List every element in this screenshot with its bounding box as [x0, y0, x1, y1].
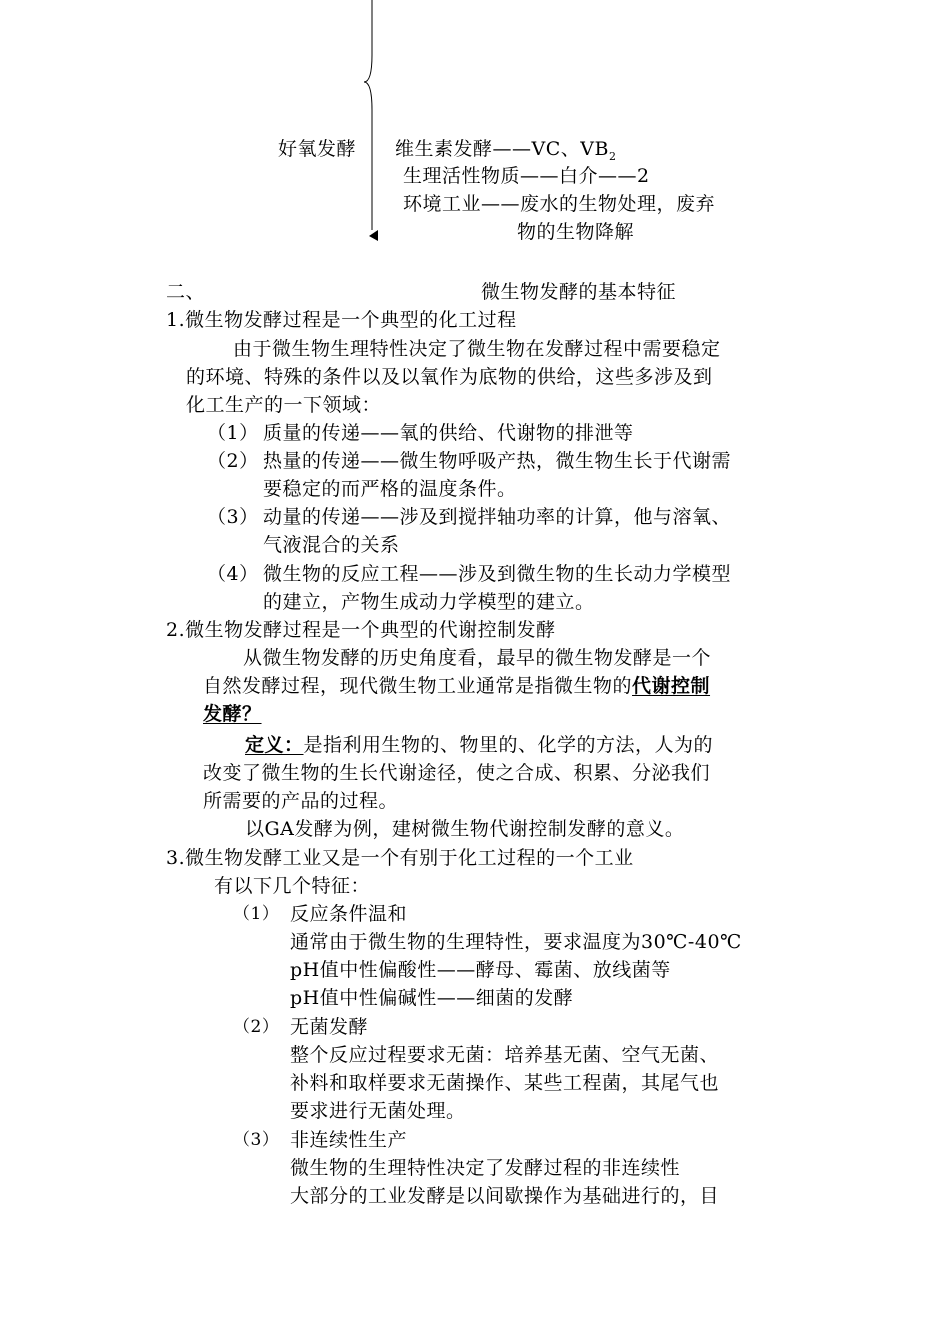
diagram-branch-3: 环境工业——废水的生物处理，废弃 — [403, 193, 716, 215]
item1-list-text-1: 质量的传递——氧的供给、代谢物的排泄等 — [263, 422, 634, 444]
item3-list-1-line3: pH值中性偏碱性——细菌的发酵 — [290, 987, 574, 1009]
item1-heading: 1.微生物发酵过程是一个典型的化工过程 — [166, 309, 517, 331]
diagram-branch-2: 生理活性物质——白介——2 — [403, 165, 650, 187]
item3-list-3-line1: 微生物的生理特性决定了发酵过程的非连续性 — [290, 1157, 681, 1179]
item3-list-title-3: 非连续性生产 — [290, 1129, 408, 1151]
item3-list-2-line1: 整个反应过程要求无菌：培养基无菌、空气无菌、 — [290, 1044, 720, 1066]
item3-heading: 3.微生物发酵工业又是一个有别于化工过程的一个工业 — [166, 847, 634, 869]
item3-list-1-line2: pH值中性偏酸性——酵母、霉菌、放线菌等 — [290, 959, 671, 981]
brace-line — [364, 0, 372, 230]
diagram-branch-1: 维生素发酵——VC、$VB_2$ — [395, 138, 617, 163]
item3-list-num-2: （2） — [233, 1017, 280, 1037]
item3-list-num-1: （1） — [233, 904, 280, 924]
item1-list-num-4: （4） — [207, 563, 259, 585]
term-metabolic-control: 代谢控制 — [632, 675, 711, 697]
item3-list-title-1: 反应条件温和 — [290, 903, 408, 925]
item3-list-num-3: （3） — [233, 1130, 280, 1150]
item1-list-text-4a: 微生物的反应工程——涉及到微生物的生长动力学模型 — [263, 563, 732, 585]
item3-list-1-line1: 通常由于微生物的生理特性，要求温度为30℃-40℃ — [290, 931, 742, 953]
bracket-diagram — [0, 0, 950, 260]
section-title: 微生物发酵的基本特征 — [481, 281, 677, 303]
item2-heading: 2.微生物发酵过程是一个典型的代谢控制发酵 — [166, 619, 556, 641]
section-number: 二、 — [166, 281, 206, 303]
item1-list-num-3: （3） — [207, 506, 259, 528]
item3-list-2-line3: 要求进行无菌处理。 — [290, 1100, 466, 1122]
item3-intro: 有以下几个特征： — [214, 875, 371, 897]
definition-label: 定义： — [245, 734, 304, 756]
item2-para-line2: 自然发酵过程，现代微生物工业通常是指微生物的代谢控制 — [203, 675, 711, 697]
item1-list-num-1: （1） — [207, 422, 259, 444]
item1-list-text-3a: 动量的传递——涉及到搅拌轴功率的计算，他与溶氧、 — [263, 506, 732, 528]
item2-definition-line2: 改变了微生物的生长代谢途径，使之合成、积累、分泌我们 — [203, 762, 711, 784]
item3-list-3-line2: 大部分的工业发酵是以间歇操作为基础进行的，目 — [290, 1185, 720, 1207]
item1-list-text-3b: 气液混合的关系 — [263, 534, 400, 556]
item1-list-text-2b: 要稳定的而严格的温度条件。 — [263, 478, 517, 500]
diagram-branch-3-cont: 物的生物降解 — [517, 221, 635, 243]
item3-list-title-2: 无菌发酵 — [290, 1016, 369, 1038]
item1-list-num-2: （2） — [207, 450, 259, 472]
item2-definition-line3: 所需要的产品的过程。 — [203, 790, 399, 812]
arrow-head-icon — [369, 230, 378, 241]
item2-para-line1: 从微生物发酵的历史角度看，最早的微生物发酵是一个 — [243, 647, 712, 669]
diagram-left-label: 好氧发酵 — [278, 138, 357, 160]
item2-para-line3: 发酵？ — [203, 703, 262, 725]
item1-para-line3: 化工生产的一下领域： — [186, 394, 382, 416]
item3-list-2-line2: 补料和取样要求无菌操作、某些工程菌，其尾气也 — [290, 1072, 720, 1094]
item2-definition-line1: 定义：是指利用生物的、物里的、化学的方法，人为的 — [245, 734, 714, 756]
item1-para-line1: 由于微生物生理特性决定了微生物在发酵过程中需要稳定 — [233, 338, 721, 360]
item1-list-text-4b: 的建立，产物生成动力学模型的建立。 — [263, 591, 595, 613]
item1-list-text-2a: 热量的传递——微生物呼吸产热，微生物生长于代谢需 — [263, 450, 732, 472]
item2-example: 以GA发酵为例，建树微生物代谢控制发酵的意义。 — [245, 818, 685, 840]
item1-para-line2: 的环境、特殊的条件以及以氧作为底物的供给，这些多涉及到 — [186, 366, 713, 388]
